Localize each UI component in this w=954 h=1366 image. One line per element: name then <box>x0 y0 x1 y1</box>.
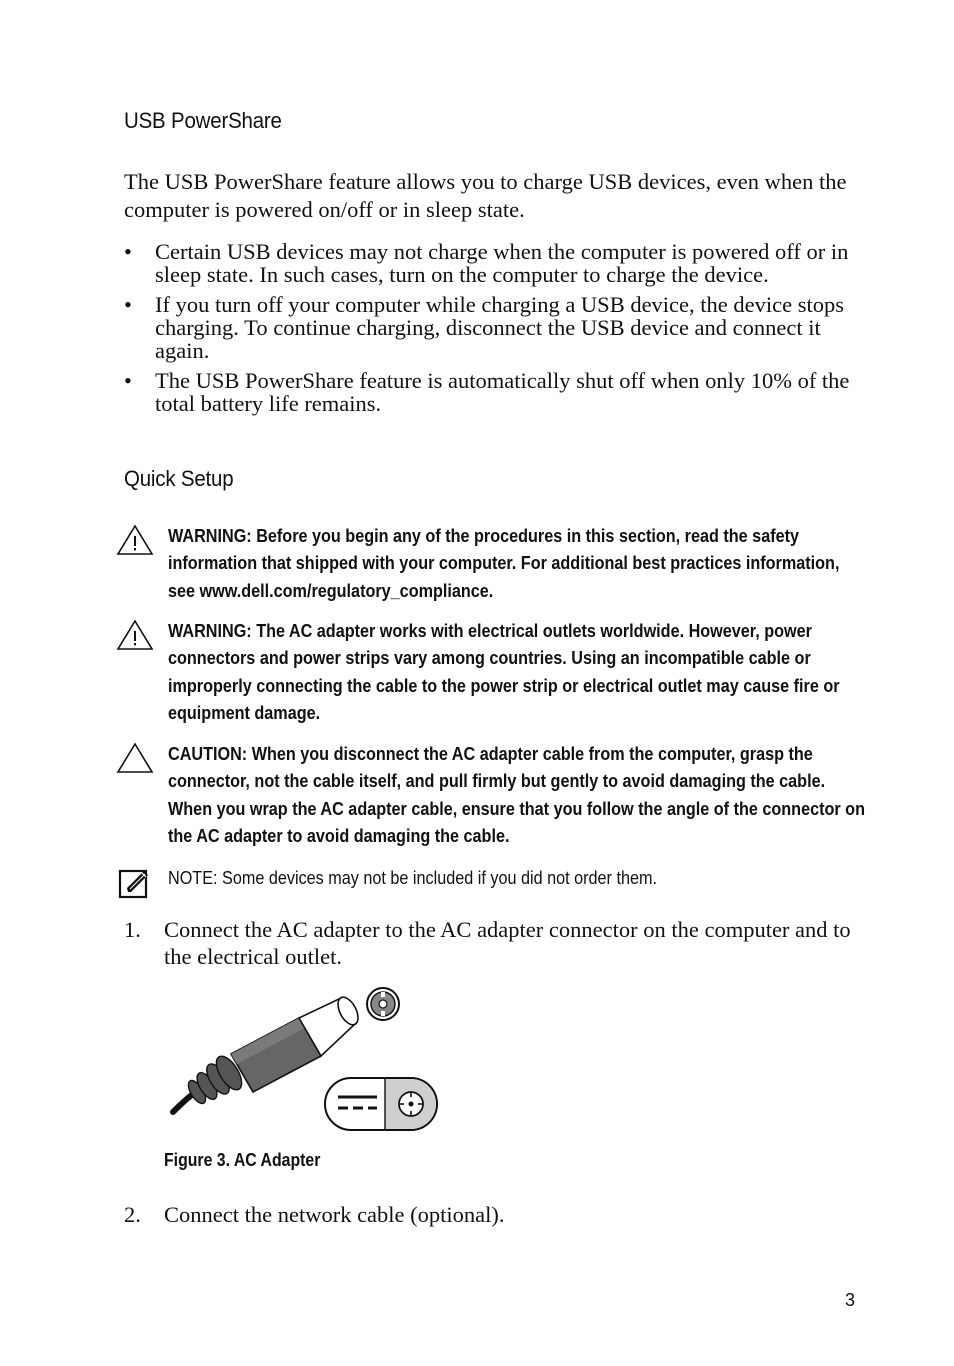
bullet-glyph: • <box>124 239 132 264</box>
caution-icon <box>116 741 154 775</box>
note-content <box>168 865 870 892</box>
section-heading-usb-powershare: USB PowerShare <box>124 108 282 133</box>
step-number: 1. <box>124 917 141 942</box>
list-item <box>124 369 854 415</box>
section-heading-quick-setup: Quick Setup <box>124 466 234 491</box>
warning-text: WARNING: The AC adapter works with electrical outlets worldwide. However, power connectors and power strips vary among countries. Using an incompatible cable or improperly connecting the cable to the power strip or electrical outlet may cause fire or equipment damage. <box>168 621 840 723</box>
bullet-glyph: • <box>124 368 132 393</box>
caution-text: CAUTION: When you disconnect the AC adapter cable from the computer, grasp the connector, not the cable itself, and pull firmly but gently to avoid damaging the cable. When you wrap the AC adapter cable, ensure that you follow the angle of the connector on the AC adapter to avoid damaging the cable. <box>168 744 865 846</box>
warning-icon <box>116 523 154 557</box>
note-icon <box>118 867 156 901</box>
warning-text: WARNING: Before you begin any of the procedures in this section, read the safety information that shipped with your computer. For additional best practices information, see www.dell.com/regulatory_compliance. <box>168 526 840 601</box>
note-label: NOTE: <box>168 868 218 888</box>
warning-icon <box>116 618 154 652</box>
intro-paragraph: The USB PowerShare feature allows you to charge USB devices, even when the computer is powered on/off or in sleep state. <box>124 169 847 222</box>
figure-caption: Figure 3. AC Adapter <box>164 1150 321 1170</box>
ac-adapter-illustration <box>165 980 445 1140</box>
plug-end-view <box>367 988 399 1020</box>
bullet-glyph: • <box>124 292 132 317</box>
step-number: 2. <box>124 1202 141 1227</box>
list-item <box>124 293 854 362</box>
step-text: Connect the network cable (optional). <box>164 1202 505 1227</box>
list-item <box>124 240 854 286</box>
step-text: Connect the AC adapter to the AC adapter connector on the computer and to the electrical outlet. <box>164 917 851 969</box>
note-text: Some devices may not be included if you did not order them. <box>222 868 657 888</box>
bullet-text: If you turn off your computer while charging a USB device, the device stops charging. To continue charging, disconnect the USB device and connect it again. <box>155 292 844 363</box>
bullet-list <box>124 240 854 422</box>
bullet-text: The USB PowerShare feature is automatically shut off when only 10% of the total battery life remains. <box>155 368 850 416</box>
dc-port-symbol <box>325 1078 437 1130</box>
bullet-text: Certain USB devices may not charge when the computer is powered off or in sleep state. In such cases, turn on the computer to charge the device. <box>155 239 849 287</box>
page-number: 3 <box>845 1290 856 1310</box>
